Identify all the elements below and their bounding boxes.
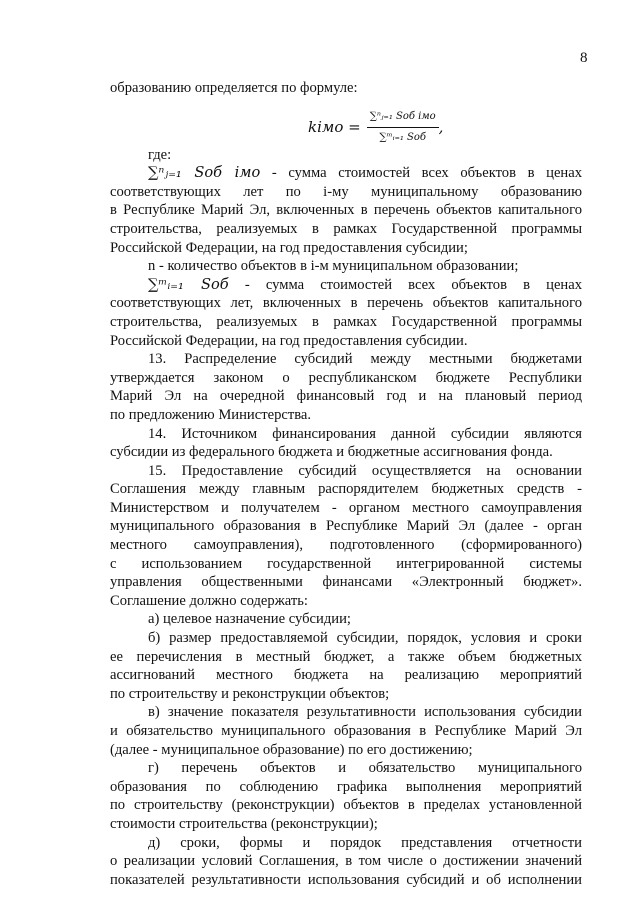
text-line: с использованием государственной интегрированной системы [110, 555, 582, 572]
definition-symbol: ∑ᵐᵢ₌₁ Sоб [148, 275, 229, 293]
definition-symbol: ∑ⁿⱼ₌₁ Sоб iмо [148, 164, 261, 182]
text-line: и обязательство муниципального образования в Республике Марий Эл [110, 723, 582, 739]
text-line: строительства, реализуемых в рамках Государственной программы [110, 220, 582, 237]
text-line: муниципального образования в Республике Марий Эл (далее - орган [110, 518, 582, 535]
text-line: Российской Федерации, на год предоставления субсидии; [110, 239, 468, 256]
definition-line [110, 276, 582, 295]
formula-lhs: kiмо = [308, 118, 361, 137]
formula-fraction [367, 108, 439, 148]
text-line: соответствующих лет, включенных в перечень объектов капитального [110, 295, 582, 312]
formula-denominator: ∑ᵐᵢ₌₁ Sоб [379, 132, 427, 144]
text-line: образования по соблюдению графика выполнения мероприятий [110, 778, 582, 795]
text-line: 14. Источником финансирования данной субсидии являются [148, 425, 582, 442]
text-line: 15. Предоставление субсидий осуществляется на основании [148, 462, 582, 479]
formula [110, 98, 582, 146]
formula-numerator: ∑ⁿⱼ₌₁ Sоб iмо [367, 108, 439, 129]
text-line: по строительству и реконструкции объектов; [110, 685, 390, 702]
list-item: г) перечень объектов и обязательство муниципального [148, 760, 582, 777]
list-item: а) целевое назначение субсидии; [148, 611, 351, 628]
text-line: (далее - муниципальное образование) по его достижению; [110, 741, 473, 758]
text-line: ее перечисления в местный бюджет, а также объем бюджетных [110, 648, 582, 665]
text-line: Марий Эл на очередной финансовый год и на плановый период [110, 388, 582, 405]
text-line: ассигнований местного бюджета на реализацию мероприятий [110, 667, 582, 684]
text-line: по предложению Министерства. [110, 406, 312, 423]
text-line: Соглашение должно содержать: [110, 592, 308, 609]
text-line: в Республике Марий Эл, включенных в перечень объектов капитального [110, 202, 582, 219]
text-line: показателей результативности использования субсидий и об исполнении [110, 871, 582, 888]
document-body [110, 79, 582, 889]
text-line: где: [148, 146, 172, 163]
formula-tail: , [438, 118, 444, 137]
page-number: 8 [580, 50, 588, 66]
text-line: Соглашения между главным распорядителем бюджетных средств - [110, 481, 582, 498]
text-line: соответствующих лет по i-му муниципальному образованию [110, 183, 582, 200]
text-line: по строительству (реконструкции) объектов в пределах установленной [110, 797, 582, 814]
text-line: образованию определяется по формуле: [110, 80, 358, 96]
text-line: управления общественными финансами «Электронный бюджет». [110, 574, 582, 591]
definition-line [110, 164, 582, 183]
list-item: в) значение показателя результативности использования субсидии [148, 704, 582, 721]
text-line: стоимости строительства (реконструкции); [110, 815, 378, 832]
text-line: субсидии из федерального бюджета и бюджетные ассигнования фонда. [110, 444, 553, 461]
text-line: утверждается законом о республиканском бюджете Республики [110, 369, 582, 386]
text-line: Министерством и получателем - органом местного самоуправления [110, 499, 582, 516]
text-line: Российской Федерации, на год предоставления субсидии. [110, 332, 468, 349]
text-line: местного самоуправления), подготовленного (сформированного) [110, 537, 582, 554]
text-line: о реализации условий Соглашения, в том числе о достижении значений [110, 853, 582, 870]
list-item: д) сроки, формы и порядок представления отчетности [148, 834, 582, 851]
text-line: n - количество объектов в i-м муниципальном образовании; [148, 258, 519, 275]
list-item: б) размер предоставляемой субсидии, порядок, условия и сроки [148, 630, 582, 647]
text-line: 13. Распределение субсидий между местными бюджетами [148, 351, 582, 368]
definition-text: - сумма стоимостей всех объектов в ценах [228, 276, 583, 293]
text-line: строительства, реализуемых в рамках Государственной программы [110, 313, 582, 330]
definition-text: - сумма стоимостей всех объектов в ценах [260, 165, 583, 182]
